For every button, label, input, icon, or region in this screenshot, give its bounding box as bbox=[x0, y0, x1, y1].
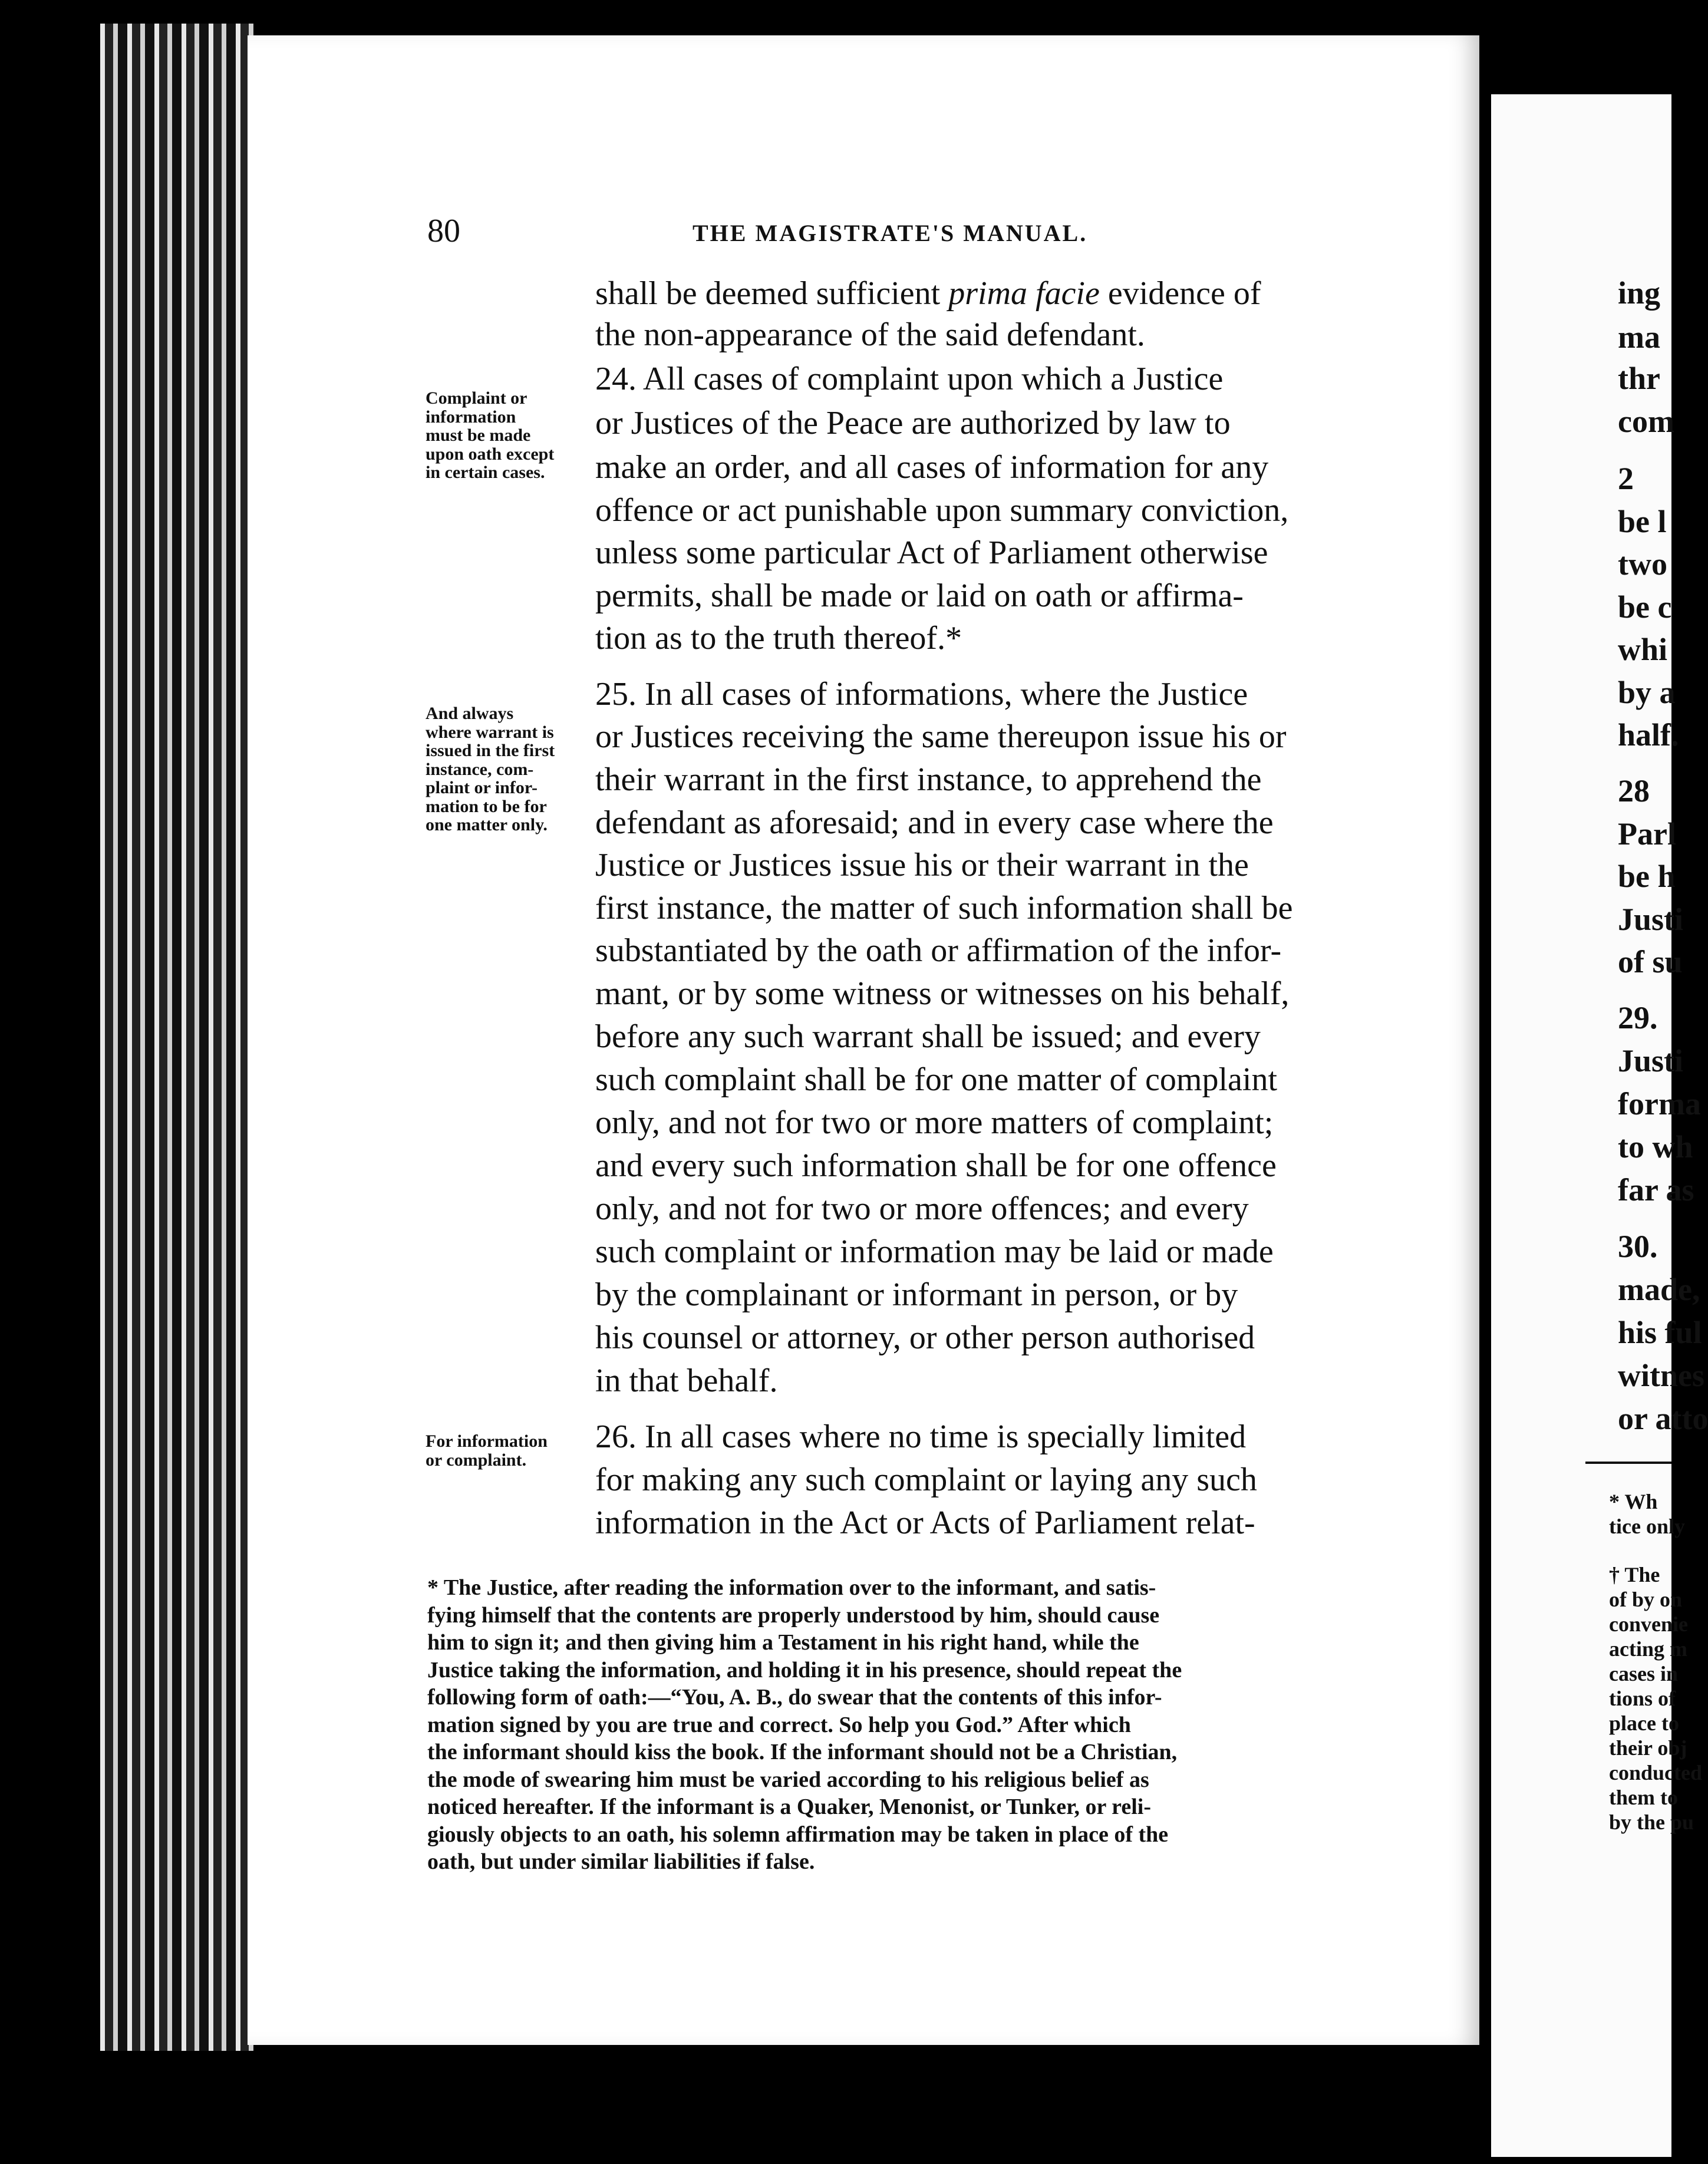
body-line-text: such complaint or information may be laid or made bbox=[595, 1233, 1274, 1270]
margin-note-line: in certain cases. bbox=[426, 463, 545, 482]
body-line-text: shall be deemed sufficient bbox=[595, 275, 949, 312]
margin-note-line: For information bbox=[426, 1431, 548, 1451]
margin-note-line: instance, com- bbox=[426, 759, 534, 779]
body-line-text: offence or act punishable upon summary conviction, bbox=[595, 492, 1289, 529]
body-line-text: only, and not for two or more offences; and every bbox=[595, 1190, 1249, 1227]
facing-page-footnote-line: tice only bbox=[1609, 1515, 1685, 1538]
margin-note bbox=[426, 1432, 548, 1469]
body-line-text: or Justices of the Peace are authorized by law to bbox=[595, 405, 1231, 441]
facing-page-line: whi bbox=[1618, 632, 1668, 667]
body-line bbox=[595, 849, 1249, 882]
running-head: THE MAGISTRATE'S MANUAL. bbox=[693, 220, 1088, 246]
body-line-text: his counsel or attorney, or other person authorised bbox=[595, 1319, 1255, 1356]
footnote-line: mation signed by you are true and correct. So help you God.” After which bbox=[427, 1712, 1131, 1737]
footnote-line: giously objects to an oath, his solemn affirmation may be taken in place of the bbox=[427, 1822, 1169, 1847]
margin-note-line: plaint or infor- bbox=[426, 778, 538, 797]
facing-page-line: forma bbox=[1618, 1086, 1701, 1121]
footnote-line: the informant should kiss the book. If the informant should not be a Christian, bbox=[427, 1740, 1178, 1764]
body-line bbox=[595, 1506, 1255, 1539]
facing-page-footnote-line: by the pu bbox=[1609, 1810, 1694, 1834]
facing-page-footnote-line: cases in bbox=[1609, 1662, 1678, 1685]
margin-note-line: one matter only. bbox=[426, 815, 548, 834]
body-line bbox=[595, 318, 1145, 351]
body-line-text: evidence of bbox=[1099, 275, 1261, 312]
facing-page-line: be l bbox=[1618, 504, 1667, 539]
facing-page-line: Justi bbox=[1618, 1043, 1684, 1078]
footnote-line: him to sign it; and then giving him a Testament in his right hand, while the bbox=[427, 1630, 1139, 1655]
facing-page-line: thr bbox=[1618, 361, 1660, 396]
body-line-text: for making any such complaint or laying any such bbox=[595, 1462, 1257, 1498]
footnote-line: the mode of swearing him must be varied according to his religious belief as bbox=[427, 1767, 1149, 1792]
body-line bbox=[595, 1364, 777, 1397]
facing-page-line: far as bbox=[1618, 1172, 1694, 1208]
footnote-line: Justice taking the information, and holding it in his presence, should repeat the bbox=[427, 1657, 1182, 1683]
facing-page-line: of su bbox=[1618, 944, 1683, 979]
body-line bbox=[595, 1020, 1261, 1053]
body-line-text: before any such warrant shall be issued; and every bbox=[595, 1018, 1261, 1055]
margin-note-line: Complaint or bbox=[426, 388, 527, 408]
body-line bbox=[595, 1106, 1273, 1139]
facing-page-line: witnes bbox=[1618, 1358, 1704, 1393]
facing-page-line: 28 bbox=[1618, 773, 1650, 809]
margin-note-line: issued in the first bbox=[426, 741, 555, 760]
facing-page-line: com bbox=[1618, 404, 1674, 439]
body-line bbox=[595, 1149, 1277, 1182]
body-line-text: first instance, the matter of such information shall be bbox=[595, 890, 1293, 926]
margin-note-line: must be made bbox=[426, 425, 531, 445]
body-line bbox=[595, 720, 1287, 753]
facing-page-line: ma bbox=[1618, 319, 1660, 355]
body-line bbox=[595, 806, 1274, 839]
body-line bbox=[595, 1278, 1238, 1311]
facing-page-footnote-line: tions of bbox=[1609, 1687, 1676, 1710]
facing-page-line: two bbox=[1618, 546, 1667, 582]
footnote-line: following form of oath:—“You, A. B., do swear that the contents of this infor- bbox=[427, 1685, 1162, 1710]
margin-note-line: mation to be for bbox=[426, 796, 547, 816]
facing-page-line: Justi bbox=[1618, 902, 1684, 937]
body-line bbox=[595, 494, 1288, 527]
footnote-line: * The Justice, after reading the information over to the informant, and satis- bbox=[427, 1575, 1156, 1600]
facing-page-line: or atto bbox=[1618, 1401, 1708, 1436]
body-line-text: such complaint shall be for one matter of complaint bbox=[595, 1061, 1277, 1098]
body-line bbox=[595, 1235, 1274, 1268]
facing-page-footnote-line: convenie bbox=[1609, 1612, 1688, 1636]
body-line-text: permits, shall be made or laid on oath or affirma- bbox=[595, 578, 1244, 614]
body-line bbox=[595, 763, 1261, 796]
margin-note bbox=[426, 704, 555, 834]
body-line bbox=[595, 1420, 1246, 1453]
body-line bbox=[595, 362, 1223, 395]
body-line-text: mant, or by some witness or witnesses on his behalf, bbox=[595, 975, 1290, 1012]
body-line-text: substantiated by the oath or affirmation of the infor- bbox=[595, 932, 1282, 969]
body-line-text: only, and not for two or more matters of complaint; bbox=[595, 1104, 1274, 1141]
margin-note-line: or complaint. bbox=[426, 1450, 527, 1470]
facing-page-line: half. bbox=[1618, 717, 1679, 753]
margin-note-line: information bbox=[426, 407, 516, 427]
book-edge bbox=[100, 24, 253, 2051]
footnote-line: oath, but under similar liabilities if false. bbox=[427, 1849, 815, 1874]
facing-page-line: ing bbox=[1618, 275, 1661, 311]
body-line bbox=[595, 536, 1268, 569]
facing-page-footnote-line: place to bbox=[1609, 1711, 1679, 1735]
facing-page-footnote-line: acting m bbox=[1609, 1637, 1687, 1661]
body-line-text: unless some particular Act of Parliament otherwise bbox=[595, 535, 1268, 571]
margin-note bbox=[426, 389, 554, 482]
body-line bbox=[595, 407, 1231, 440]
body-line bbox=[595, 1192, 1249, 1225]
body-line-italic: prima facie bbox=[948, 275, 1100, 312]
body-line-text: tion as to the truth thereof.* bbox=[595, 620, 962, 657]
body-line bbox=[595, 977, 1289, 1010]
body-line-text: defendant as aforesaid; and in every case where the bbox=[595, 804, 1274, 841]
facing-page-line: 30. bbox=[1618, 1229, 1658, 1264]
body-line-text: make an order, and all cases of information for any bbox=[595, 449, 1269, 486]
margin-note-line: upon oath except bbox=[426, 444, 555, 464]
facing-page-line: by a bbox=[1618, 675, 1676, 710]
body-line bbox=[595, 892, 1292, 925]
facing-page-line: Parl bbox=[1618, 816, 1676, 852]
body-line bbox=[595, 934, 1281, 967]
body-line bbox=[595, 622, 962, 655]
body-line-text: 25. In all cases of informations, where the Justice bbox=[595, 676, 1248, 712]
body-line-text: the non-appearance of the said defendant. bbox=[595, 316, 1145, 353]
facing-page-footnote-line: * Wh bbox=[1609, 1490, 1658, 1513]
facing-page-footnote-line: of by on bbox=[1609, 1588, 1683, 1611]
facing-page-line: to wh bbox=[1618, 1129, 1693, 1165]
facing-page-rule bbox=[1585, 1462, 1671, 1464]
body-line-text: or Justices receiving the same thereupon issue his or bbox=[595, 718, 1287, 755]
body-line bbox=[595, 277, 1261, 310]
facing-page-footnote-line: them to bbox=[1609, 1786, 1678, 1809]
body-line bbox=[595, 678, 1248, 711]
facing-page-footnote-line: conducted bbox=[1609, 1761, 1703, 1784]
body-line bbox=[595, 579, 1244, 612]
facing-page-footnote-line: † The bbox=[1609, 1563, 1660, 1586]
facing-page-line: his ful bbox=[1618, 1315, 1702, 1350]
footnote-line: noticed hereafter. If the informant is a Quaker, Menonist, or Tunker, or reli- bbox=[427, 1794, 1151, 1819]
body-line bbox=[595, 1463, 1257, 1496]
body-line bbox=[595, 1321, 1255, 1354]
body-line bbox=[595, 1063, 1277, 1096]
facing-page-line: 29. bbox=[1618, 1000, 1658, 1035]
body-line-text: Justice or Justices issue his or their warrant in the bbox=[595, 847, 1249, 883]
facing-page-line: made, bbox=[1618, 1272, 1700, 1307]
body-line-text: their warrant in the first instance, to apprehend the bbox=[595, 761, 1262, 798]
facing-page-line: 2 bbox=[1618, 461, 1634, 496]
facing-page-line: be c bbox=[1618, 589, 1672, 625]
page-number: 80 bbox=[427, 213, 460, 249]
body-line-text: 26. In all cases where no time is specially limited bbox=[595, 1419, 1247, 1455]
facing-page-line: be h bbox=[1618, 859, 1676, 894]
body-line-text: 24. All cases of complaint upon which a Justice bbox=[595, 361, 1224, 397]
body-line-text: in that behalf. bbox=[595, 1363, 778, 1399]
facing-page-footnote-line: their obj bbox=[1609, 1736, 1687, 1760]
margin-note-line: where warrant is bbox=[426, 722, 554, 742]
body-line-text: by the complainant or informant in person, or by bbox=[595, 1276, 1238, 1313]
body-line bbox=[595, 451, 1268, 484]
body-line-text: and every such information shall be for one offence bbox=[595, 1147, 1277, 1184]
body-line-text: information in the Act or Acts of Parliament relat- bbox=[595, 1505, 1255, 1541]
footnote-line: fying himself that the contents are properly understood by him, should cause bbox=[427, 1602, 1160, 1628]
margin-note-line: And always bbox=[426, 704, 514, 723]
